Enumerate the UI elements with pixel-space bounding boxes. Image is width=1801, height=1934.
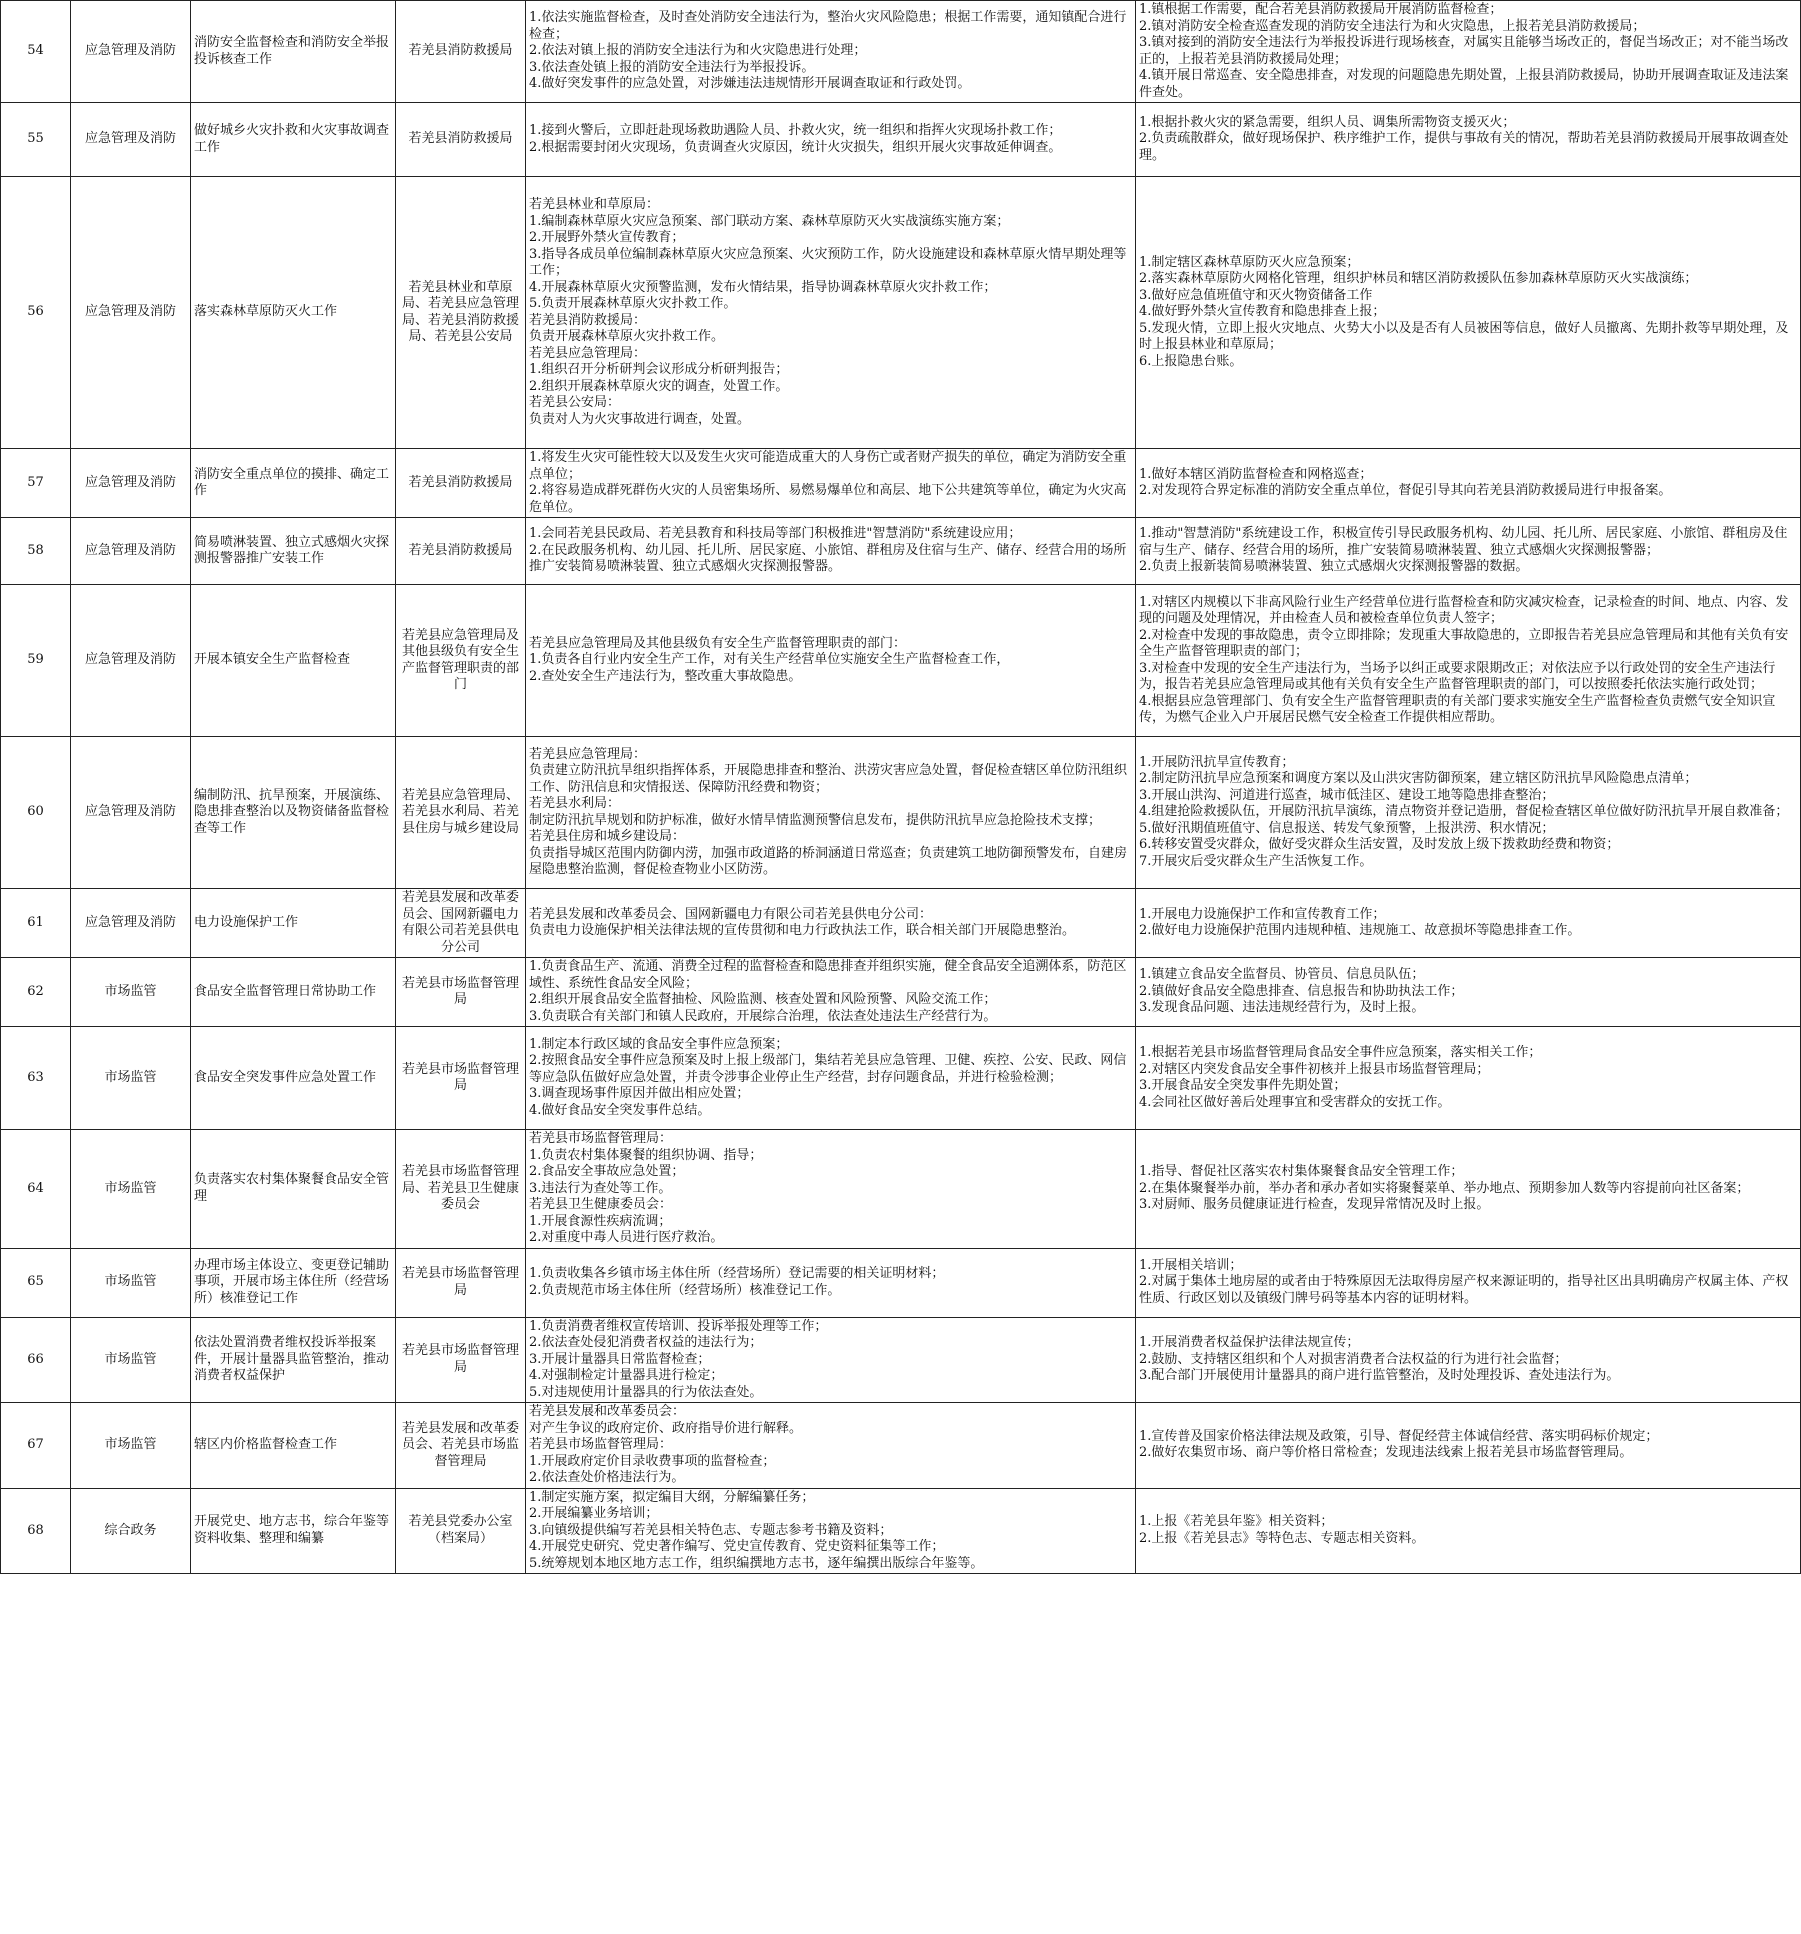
town-duty-line: 1.根据扑救火灾的紧急需要，组织人员、调集所需物资支援灭火； — [1139, 114, 1516, 130]
town-duty-line: 1.根据若羌县市场监督管理局食品安全事件应急预案，落实相关工作； — [1139, 1045, 1542, 1060]
row-department: 若羌县市场监督管理局、若羌县卫生健康委员会 — [396, 1130, 526, 1249]
town-duty-line: 3.对检查中发现的安全生产违法行为，当场予以纠正或要求限期改正；对依法应予以行政处罚的安全生产违法行为，报告若羌县应急管理局或其他有关负有安全生产监督管理职责的部门，可以按照委托依法实施行政处罚； — [1139, 660, 1776, 692]
table-row — [1, 1130, 1801, 1249]
county-duty-line: 若羌县发展和改革委员会： — [529, 1404, 686, 1419]
table-row — [1, 177, 1801, 449]
table-row — [1, 1317, 1801, 1403]
row-department: 若羌县发展和改革委员会、国网新疆电力有限公司若羌县供电分公司 — [396, 889, 526, 958]
town-duty-line: 1.开展相关培训； — [1139, 1257, 1243, 1273]
town-duty-line: 6.转移安置受灾群众，做好受灾群众生活安置，及时发放上级下拨救助经费和物资； — [1139, 837, 1620, 853]
town-duty-line: 1.镇建立食品安全监督员、协管员、信息员队伍； — [1139, 967, 1425, 983]
row-task: 负责落实农村集体聚餐食品安全管理 — [191, 1130, 396, 1249]
county-duty-line: 1.开展食源性疾病流调； — [529, 1213, 672, 1229]
county-duty-line: 若羌县林业和草原局： — [529, 197, 660, 212]
county-duty-line: 2.将容易造成群死群伤火灾的人员密集场所、易燃易爆单位和高层、地下公共建筑等单位，确定为火灾高危单位。 — [529, 483, 1127, 515]
town-duty-line: 1.开展消费者权益保护法律法规宣传； — [1139, 1335, 1360, 1350]
county-duty-line: 2.组织开展森林草原火灾的调查，处置工作。 — [529, 378, 789, 394]
town-duty-line: 3.镇对接到的消防安全违法行为举报投诉进行现场核查，对属实且能够当场改正的，督促当场改正；对不能当场改正的，上报若羌县消防救援局处理； — [1139, 35, 1789, 67]
row-county-duties — [526, 1, 1136, 103]
row-county-duties — [526, 737, 1136, 889]
county-duty-line: 2.根据需要封闭火灾现场，负责调查火灾原因，统计火灾损失，组织开展火灾事故延伸调查。 — [529, 139, 1062, 155]
row-category: 应急管理及消防 — [71, 449, 191, 518]
row-category: 市场监管 — [71, 1403, 191, 1489]
row-task: 做好城乡火灾扑救和火灾事故调查工作 — [191, 103, 396, 177]
town-duty-line: 1.做好本辖区消防监督检查和网格巡查； — [1139, 466, 1373, 482]
town-duty-line: 2.负责上报新装简易喷淋装置、独立式感烟火灾探测报警器的数据。 — [1139, 559, 1529, 575]
county-duty-line: 1.制定实施方案，拟定编目大纲，分解编纂任务； — [529, 1489, 815, 1505]
county-duty-line: 1.制定本行政区域的食品安全事件应急预案； — [529, 1036, 789, 1052]
county-duty-line: 2.依法查处侵犯消费者权益的违法行为； — [529, 1335, 763, 1350]
table-row — [1, 889, 1801, 958]
county-duty-line: 若羌县卫生健康委员会： — [529, 1197, 673, 1212]
town-duty-line: 1.上报《若羌县年鉴》相关资料； — [1139, 1514, 1334, 1530]
town-duty-line: 7.开展灾后受灾群众生产生活恢复工作。 — [1139, 853, 1373, 869]
row-department: 若羌县消防救援局 — [396, 103, 526, 177]
row-county-duties — [526, 1130, 1136, 1249]
town-duty-line: 3.发现食品问题、违法违规经营行为，及时上报。 — [1139, 1000, 1425, 1016]
row-category: 应急管理及消防 — [71, 1, 191, 103]
town-duty-line: 3.配合部门开展使用计量器具的商户进行监管整治，及时处理投诉、查处违法行为。 — [1139, 1368, 1620, 1383]
county-duty-line: 3.指导各成员单位编制森林草原火灾应急预案、火灾预防工作，防火设施建设和森林草原火情早期处理等工作； — [529, 246, 1127, 278]
town-duty-line: 2.落实森林草原防火网格化管理，组织护林员和辖区消防救援队伍参加森林草原防灭火实战演练； — [1139, 271, 1698, 287]
row-task: 开展本镇安全生产监督检查 — [191, 585, 396, 737]
row-category: 应急管理及消防 — [71, 585, 191, 737]
county-duty-line: 1.负责食品生产、流通、消费全过程的监督检查和隐患排查并组织实施，健全食品安全追溯体系，防范区域性、系统性食品安全风险； — [529, 959, 1127, 991]
county-duty-line: 若羌县水利局： — [529, 796, 621, 811]
town-duty-line: 2.镇对消防安全检查巡查发现的消防安全违法行为和火灾隐患，上报若羌县消防救援局； — [1139, 18, 1646, 34]
row-number: 67 — [1, 1403, 71, 1489]
town-duty-line: 3.开展山洪沟、河道进行巡查，城市低洼区、建设工地等隐患排查整治； — [1139, 787, 1555, 803]
row-number: 64 — [1, 1130, 71, 1249]
row-department: 若羌县市场监督管理局 — [396, 1248, 526, 1317]
county-duty-line: 5.对违规使用计量器具的行为依法查处。 — [529, 1384, 763, 1400]
town-duty-line: 4.根据县应急管理部门、负有安全生产监督管理职责的有关部门要求实施安全生产监督检查负责燃气安全知识宣传，为燃气企业入户开展居民燃气安全检查工作提供相应帮助。 — [1139, 693, 1776, 725]
county-duty-line: 2.依法查处价格违法行为。 — [529, 1470, 685, 1485]
row-number: 57 — [1, 449, 71, 518]
town-duty-line: 3.开展食品安全突发事件先期处置； — [1139, 1078, 1347, 1093]
county-duty-line: 2.在民政服务机构、幼儿园、托儿所、居民家庭、小旅馆、群租房及住宿与生产、储存、经营合用的场所推广安装简易喷淋装置、独立式感烟火灾探测报警器。 — [529, 542, 1127, 575]
county-duty-line: 3.开展计量器具日常监督检查； — [529, 1351, 711, 1367]
row-town-duties — [1136, 1130, 1801, 1249]
row-department: 若羌县党委办公室（档案局） — [396, 1488, 526, 1574]
row-category: 市场监管 — [71, 1248, 191, 1317]
county-duty-line: 4.做好食品安全突发事件总结。 — [529, 1102, 711, 1118]
row-task: 简易喷淋装置、独立式感烟火灾探测报警器推广安装工作 — [191, 518, 396, 585]
county-duty-line: 2.开展编纂业务培训； — [529, 1506, 659, 1521]
town-duty-line: 2.在集体聚餐举办前，举办者和承办者如实将聚餐菜单、举办地点、预期参加人数等内容提前向社区备案； — [1139, 1180, 1750, 1196]
county-duty-line: 1.依法实施监督检查，及时查处消防安全违法行为，整治火灾风险隐患；根据工作需要，通知镇配合进行检查； — [529, 10, 1127, 42]
row-number: 68 — [1, 1488, 71, 1574]
row-task: 电力设施保护工作 — [191, 889, 396, 958]
county-duty-line: 1.开展政府定价目录收费事项的监督检查； — [529, 1453, 776, 1469]
table-row — [1, 1403, 1801, 1489]
row-county-duties — [526, 1403, 1136, 1489]
row-category: 市场监管 — [71, 1317, 191, 1403]
county-duty-line: 4.开展党史研究、党史著作编写、党史宣传教育、党史资料征集等工作； — [529, 1539, 945, 1554]
row-number: 60 — [1, 737, 71, 889]
county-duty-line: 4.开展森林草原火灾预警监测，发布火情结果，指导协调森林草原火灾扑救工作； — [529, 279, 997, 295]
row-town-duties — [1136, 737, 1801, 889]
row-number: 66 — [1, 1317, 71, 1403]
row-task: 落实森林草原防灭火工作 — [191, 177, 396, 449]
row-task: 开展党史、地方志书，综合年鉴等资料收集、整理和编纂 — [191, 1488, 396, 1574]
town-duty-line: 4.做好野外禁火宣传教育和隐患排查上报； — [1139, 304, 1386, 320]
row-number: 65 — [1, 1248, 71, 1317]
town-duty-line: 2.镇做好食品安全隐患排查、信息报告和协助执法工作； — [1139, 983, 1464, 999]
row-task: 食品安全监督管理日常协助工作 — [191, 958, 396, 1027]
county-duty-line: 2.依法对镇上报的消防安全违法行为和火灾隐患进行处理； — [529, 43, 867, 59]
county-duty-line: 若羌县市场监督管理局： — [529, 1131, 673, 1146]
county-duty-line: 3.依法查处镇上报的消防安全违法行为举报投诉。 — [529, 59, 815, 75]
county-duty-line: 4.做好突发事件的应急处置，对涉嫌违法违规情形开展调查取证和行政处罚。 — [529, 76, 971, 92]
town-duty-line: 3.做好应急值班值守和灭火物资储备工作 — [1139, 287, 1373, 303]
row-category: 应急管理及消防 — [71, 889, 191, 958]
row-number: 58 — [1, 518, 71, 585]
county-duty-line: 若羌县市场监督管理局： — [529, 1437, 673, 1452]
town-duty-line: 2.做好电力设施保护范围内违规种植、违规施工、故意损坏等隐患排查工作。 — [1139, 923, 1581, 938]
county-duty-line: 负责建立防汛抗旱组织指挥体系，开展隐患排查和整治、洪涝灾害应急处置，督促检查辖区单位防汛组织工作、防汛信息和灾情报送、保障防汛经费和物资； — [529, 763, 1128, 795]
county-duty-line: 2.对重度中毒人员进行医疗救治。 — [529, 1230, 724, 1245]
row-task: 辖区内价格监督检查工作 — [191, 1403, 396, 1489]
county-duty-line: 2.食品安全事故应急处置； — [529, 1164, 685, 1179]
town-duty-line: 1.镇根据工作需要，配合若羌县消防救援局开展消防监督检查； — [1139, 2, 1503, 17]
row-town-duties — [1136, 1248, 1801, 1317]
county-duty-line: 负责对人为火灾事故进行调查，处置。 — [529, 411, 751, 427]
row-department: 若羌县林业和草原局、若羌县应急管理局、若羌县消防救援局、若羌县公安局 — [396, 177, 526, 449]
county-duty-line: 1.负责各自行业内安全生产工作，对有关生产经营单位实施安全生产监督检查工作， — [529, 652, 1010, 668]
town-duty-line: 2.制定防汛抗旱应急预案和调度方案以及山洪灾害防御预案，建立辖区防汛抗旱风险隐患点清单； — [1139, 771, 1698, 787]
county-duty-line: 若羌县公安局： — [529, 395, 621, 410]
town-duty-line: 2.对辖区内突发食品安全事件初核并上报县市场监督管理局； — [1139, 1061, 1490, 1077]
row-number: 59 — [1, 585, 71, 737]
county-duty-line: 2.查处安全生产违法行为，整改重大事故隐患。 — [529, 668, 802, 684]
town-duty-line: 1.指导、督促社区落实农村集体聚餐食品安全管理工作； — [1139, 1164, 1464, 1179]
table-row — [1, 958, 1801, 1027]
county-duty-line: 对产生争议的政府定价、政府指导价进行解释。 — [529, 1420, 803, 1436]
county-duty-line: 若羌县应急管理局： — [529, 746, 647, 762]
row-department: 若羌县市场监督管理局 — [396, 1027, 526, 1130]
table-row — [1, 1488, 1801, 1574]
county-duty-line: 1.会同若羌县民政局、若羌县教育和科技局等部门积极推进"智慧消防"系统建设应用； — [529, 526, 1022, 542]
table-row — [1, 1, 1801, 103]
row-county-duties — [526, 177, 1136, 449]
town-duty-line: 5.做好汛期值班值守、信息报送、转发气象预警，上报洪涝、积水情况； — [1139, 820, 1555, 836]
table-row — [1, 585, 1801, 737]
town-duty-line: 3.对厨师、服务员健康证进行检查，发现异常情况及时上报。 — [1139, 1197, 1490, 1212]
county-duty-line: 若羌县住房和城乡建设局： — [529, 829, 686, 844]
row-county-duties — [526, 1027, 1136, 1130]
county-duty-line: 3.负责联合有关部门和镇人民政府，开展综合治理，依法查处违法生产经营行为。 — [529, 1008, 997, 1024]
row-town-duties — [1136, 177, 1801, 449]
row-town-duties — [1136, 889, 1801, 958]
county-duty-line: 5.统筹规划本地区地方志工作，组织编撰地方志书，逐年编撰出版综合年鉴等。 — [529, 1555, 984, 1571]
county-duty-line: 4.对强制检定计量器具进行检定； — [529, 1368, 724, 1383]
table-row — [1, 737, 1801, 889]
town-duty-line: 5.发现火情，立即上报火灾地点、火势大小以及是否有人员被困等信息，做好人员撤离、先期扑救等早期处理，及时上报县林业和草原局； — [1139, 320, 1789, 353]
town-duty-line: 2.对属于集体土地房屋的或者由于特殊原因无法取得房屋产权来源证明的，指导社区出具明确房产权属主体、产权性质、行政区划以及镇级门牌号码等基本内容的证明材料。 — [1139, 1274, 1789, 1306]
town-duty-line: 1.推动"智慧消防"系统建设工作，积极宣传引导民政服务机构、幼儿园、托儿所、居民家庭、小旅馆、群租房及住宿与生产、储存、经营合用的场所，推广安装简易喷淋装置、独立式感烟火灾探测报警器； — [1139, 526, 1788, 558]
row-category: 市场监管 — [71, 1027, 191, 1130]
county-duty-line: 3.调查现场事件原因并做出相应处置； — [529, 1086, 750, 1102]
county-duty-line: 3.向镇级提供编写若羌县相关特色志、专题志参考书籍及资料； — [529, 1522, 893, 1538]
row-department: 若羌县市场监督管理局 — [396, 958, 526, 1027]
row-town-duties — [1136, 449, 1801, 518]
row-county-duties — [526, 889, 1136, 958]
row-town-duties — [1136, 1, 1801, 103]
county-duty-line: 负责指导城区范围内防御内涝，加强市政道路的桥洞涵道日常巡查；负责建筑工地防御预警发布，自建房屋隐患整治监测，督促检查物业小区防涝。 — [529, 845, 1128, 877]
town-duty-line: 2.负责疏散群众，做好现场保护、秩序维护工作，提供与事故有关的情况，帮助若羌县消防救援局开展事故调查处理。 — [1139, 131, 1789, 163]
row-county-duties — [526, 1488, 1136, 1574]
row-number: 62 — [1, 958, 71, 1027]
county-duty-line: 3.违法行为查处等工作。 — [529, 1180, 672, 1196]
town-duty-line: 4.镇开展日常巡查、安全隐患排查，对发现的问题隐患先期处置，上报县消防救援局，协助开展调查取证及违法案件查处。 — [1139, 68, 1789, 100]
row-category: 应急管理及消防 — [71, 518, 191, 585]
row-department: 若羌县消防救援局 — [396, 449, 526, 518]
row-department: 若羌县市场监督管理局 — [396, 1317, 526, 1403]
town-duty-line: 4.会同社区做好善后处理事宜和受害群众的安抚工作。 — [1139, 1094, 1451, 1110]
county-duty-line: 1.负责农村集体聚餐的组织协调、指导； — [529, 1147, 763, 1163]
town-duty-line: 1.宣传普及国家价格法律法规及政策，引导、督促经营主体诚信经营、落实明码标价规定； — [1139, 1428, 1659, 1444]
row-task: 消防安全监督检查和消防安全举报投诉核查工作 — [191, 1, 396, 103]
county-duty-line: 1.将发生火灾可能性较大以及发生火灾可能造成重大的人身伤亡或者财产损失的单位，确定为消防安全重点单位； — [529, 450, 1127, 482]
town-duty-line: 1.开展防汛抗旱宣传教育； — [1139, 754, 1295, 770]
county-duty-line: 制定防汛抗旱规划和防护标准，做好水情旱情监测预警信息发布，提供防汛抗旱应急抢险技术支撑； — [529, 812, 1102, 828]
row-town-duties — [1136, 1403, 1801, 1489]
row-task: 食品安全突发事件应急处置工作 — [191, 1027, 396, 1130]
county-duty-line: 5.负责开展森林草原火灾扑救工作。 — [529, 296, 737, 311]
county-duty-line: 负责电力设施保护相关法律法规的宣传贯彻和电力行政执法工作，联合相关部门开展隐患整治。 — [529, 923, 1076, 938]
row-category: 应急管理及消防 — [71, 177, 191, 449]
table-row — [1, 1248, 1801, 1317]
row-county-duties — [526, 449, 1136, 518]
county-duty-line: 负责开展森林草原火灾扑救工作。 — [529, 329, 725, 344]
table-row — [1, 449, 1801, 518]
table-row — [1, 1027, 1801, 1130]
row-number: 55 — [1, 103, 71, 177]
row-number: 61 — [1, 889, 71, 958]
county-duty-line: 1.负责收集各乡镇市场主体住所（经营场所）登记需要的相关证明材料； — [529, 1266, 945, 1281]
row-department: 若羌县发展和改革委员会、若羌县市场监督管理局 — [396, 1403, 526, 1489]
town-duty-line: 4.组建抢险救援队伍，开展防汛抗旱演练，清点物资并登记造册，督促检查辖区单位做好防汛抗旱开展自救准备； — [1139, 804, 1789, 820]
row-department: 若羌县应急管理局及其他县级负有安全生产监督管理职责的部门 — [396, 585, 526, 737]
town-duty-line: 1.开展电力设施保护工作和宣传教育工作； — [1139, 906, 1386, 922]
table-row — [1, 518, 1801, 585]
row-category: 市场监管 — [71, 958, 191, 1027]
county-duty-line: 若羌县应急管理局及其他县级负有安全生产监督管理职责的部门： — [529, 635, 907, 651]
county-duty-line: 若羌县消防救援局： — [529, 312, 647, 328]
county-duty-line: 若羌县应急管理局： — [529, 345, 647, 361]
table-body — [1, 1, 1801, 1574]
row-town-duties — [1136, 585, 1801, 737]
row-department: 若羌县应急管理局、若羌县水利局、若羌县住房与城乡建设局 — [396, 737, 526, 889]
row-county-duties — [526, 958, 1136, 1027]
row-town-duties — [1136, 1317, 1801, 1403]
county-duty-line: 2.按照食品安全事件应急预案及时上报上级部门，集结若羌县应急管理、卫健、疾控、公安、民政、网信等应急队伍做好应急处置，并责令涉事企业停止生产经营，封存问题食品，并进行检验检测； — [529, 1053, 1127, 1085]
row-county-duties — [526, 1317, 1136, 1403]
county-duty-line: 1.负责消费者维权宣传培训、投诉举报处理等工作； — [529, 1318, 828, 1334]
row-task: 依法处置消费者维权投诉举报案件，开展计量器具监管整治，推动消费者权益保护 — [191, 1317, 396, 1403]
town-duty-line: 1.制定辖区森林草原防灭火应急预案； — [1139, 254, 1360, 270]
town-duty-line: 2.对检查中发现的事故隐患，责令立即排除；发现重大事故隐患的，立即报告若羌县应急管理局和其他有关负有安全生产监督管理职责的部门； — [1139, 627, 1789, 659]
row-department: 若羌县消防救援局 — [396, 1, 526, 103]
row-county-duties — [526, 518, 1136, 585]
county-duty-line: 2.负责规范市场主体住所（经营场所）核准登记工作。 — [529, 1282, 841, 1298]
county-duty-line: 2.组织开展食品安全监督抽检、风险监测、核查处置和风险预警、风险交流工作； — [529, 992, 997, 1007]
row-category: 应急管理及消防 — [71, 737, 191, 889]
county-duty-line: 1.组织召开分析研判会议形成分析研判报告； — [529, 362, 789, 377]
town-duty-line: 2.上报《若羌县志》等特色志、专题志相关资料。 — [1139, 1530, 1425, 1546]
row-category: 综合政务 — [71, 1488, 191, 1574]
row-task: 消防安全重点单位的摸排、确定工作 — [191, 449, 396, 518]
county-duty-line: 若羌县发展和改革委员会、国网新疆电力有限公司若羌县供电分公司： — [529, 906, 933, 922]
town-duty-line: 2.鼓励、支持辖区组织和个人对损害消费者合法权益的行为进行社会监督； — [1139, 1351, 1568, 1367]
town-duty-line: 2.做好农集贸市场、商户等价格日常检查；发现违法线索上报若羌县市场监督管理局。 — [1139, 1445, 1633, 1461]
town-duty-line: 2.对发现符合界定标准的消防安全重点单位，督促引导其向若羌县消防救援局进行申报备案。 — [1139, 483, 1672, 498]
town-duty-line: 1.对辖区内规模以下非高风险行业生产经营单位进行监督检查和防灾减灾检查，记录检查的时间、地点、内容、发现的问题及处理情况，并由检查人员和被检查单位负责人签字； — [1139, 594, 1789, 626]
row-county-duties — [526, 103, 1136, 177]
row-task: 办理市场主体设立、变更登记辅助事项，开展市场主体住所（经营场所）核准登记工作 — [191, 1248, 396, 1317]
row-county-duties — [526, 1248, 1136, 1317]
row-category: 应急管理及消防 — [71, 103, 191, 177]
county-duty-line: 2.开展野外禁火宣传教育； — [529, 230, 685, 245]
row-town-duties — [1136, 1027, 1801, 1130]
town-duty-line: 6.上报隐患台账。 — [1139, 353, 1243, 369]
row-task: 编制防汛、抗旱预案，开展演练、隐患排查整治以及物资储备监督检查等工作 — [191, 737, 396, 889]
row-department: 若羌县消防救援局 — [396, 518, 526, 585]
row-number: 56 — [1, 177, 71, 449]
county-duty-line: 1.接到火警后，立即赶赴现场救助遇险人员、扑救火灾，统一组织和指挥火灾现场扑救工作； — [529, 123, 1062, 138]
row-town-duties — [1136, 103, 1801, 177]
row-county-duties — [526, 585, 1136, 737]
row-number: 54 — [1, 1, 71, 103]
row-category: 市场监管 — [71, 1130, 191, 1249]
row-town-duties — [1136, 958, 1801, 1027]
row-town-duties — [1136, 1488, 1801, 1574]
county-duty-line: 1.编制森林草原火灾应急预案、部门联动方案、森林草原防灭火实战演练实施方案； — [529, 213, 1010, 229]
table-row — [1, 103, 1801, 177]
row-town-duties — [1136, 518, 1801, 585]
row-number: 63 — [1, 1027, 71, 1130]
